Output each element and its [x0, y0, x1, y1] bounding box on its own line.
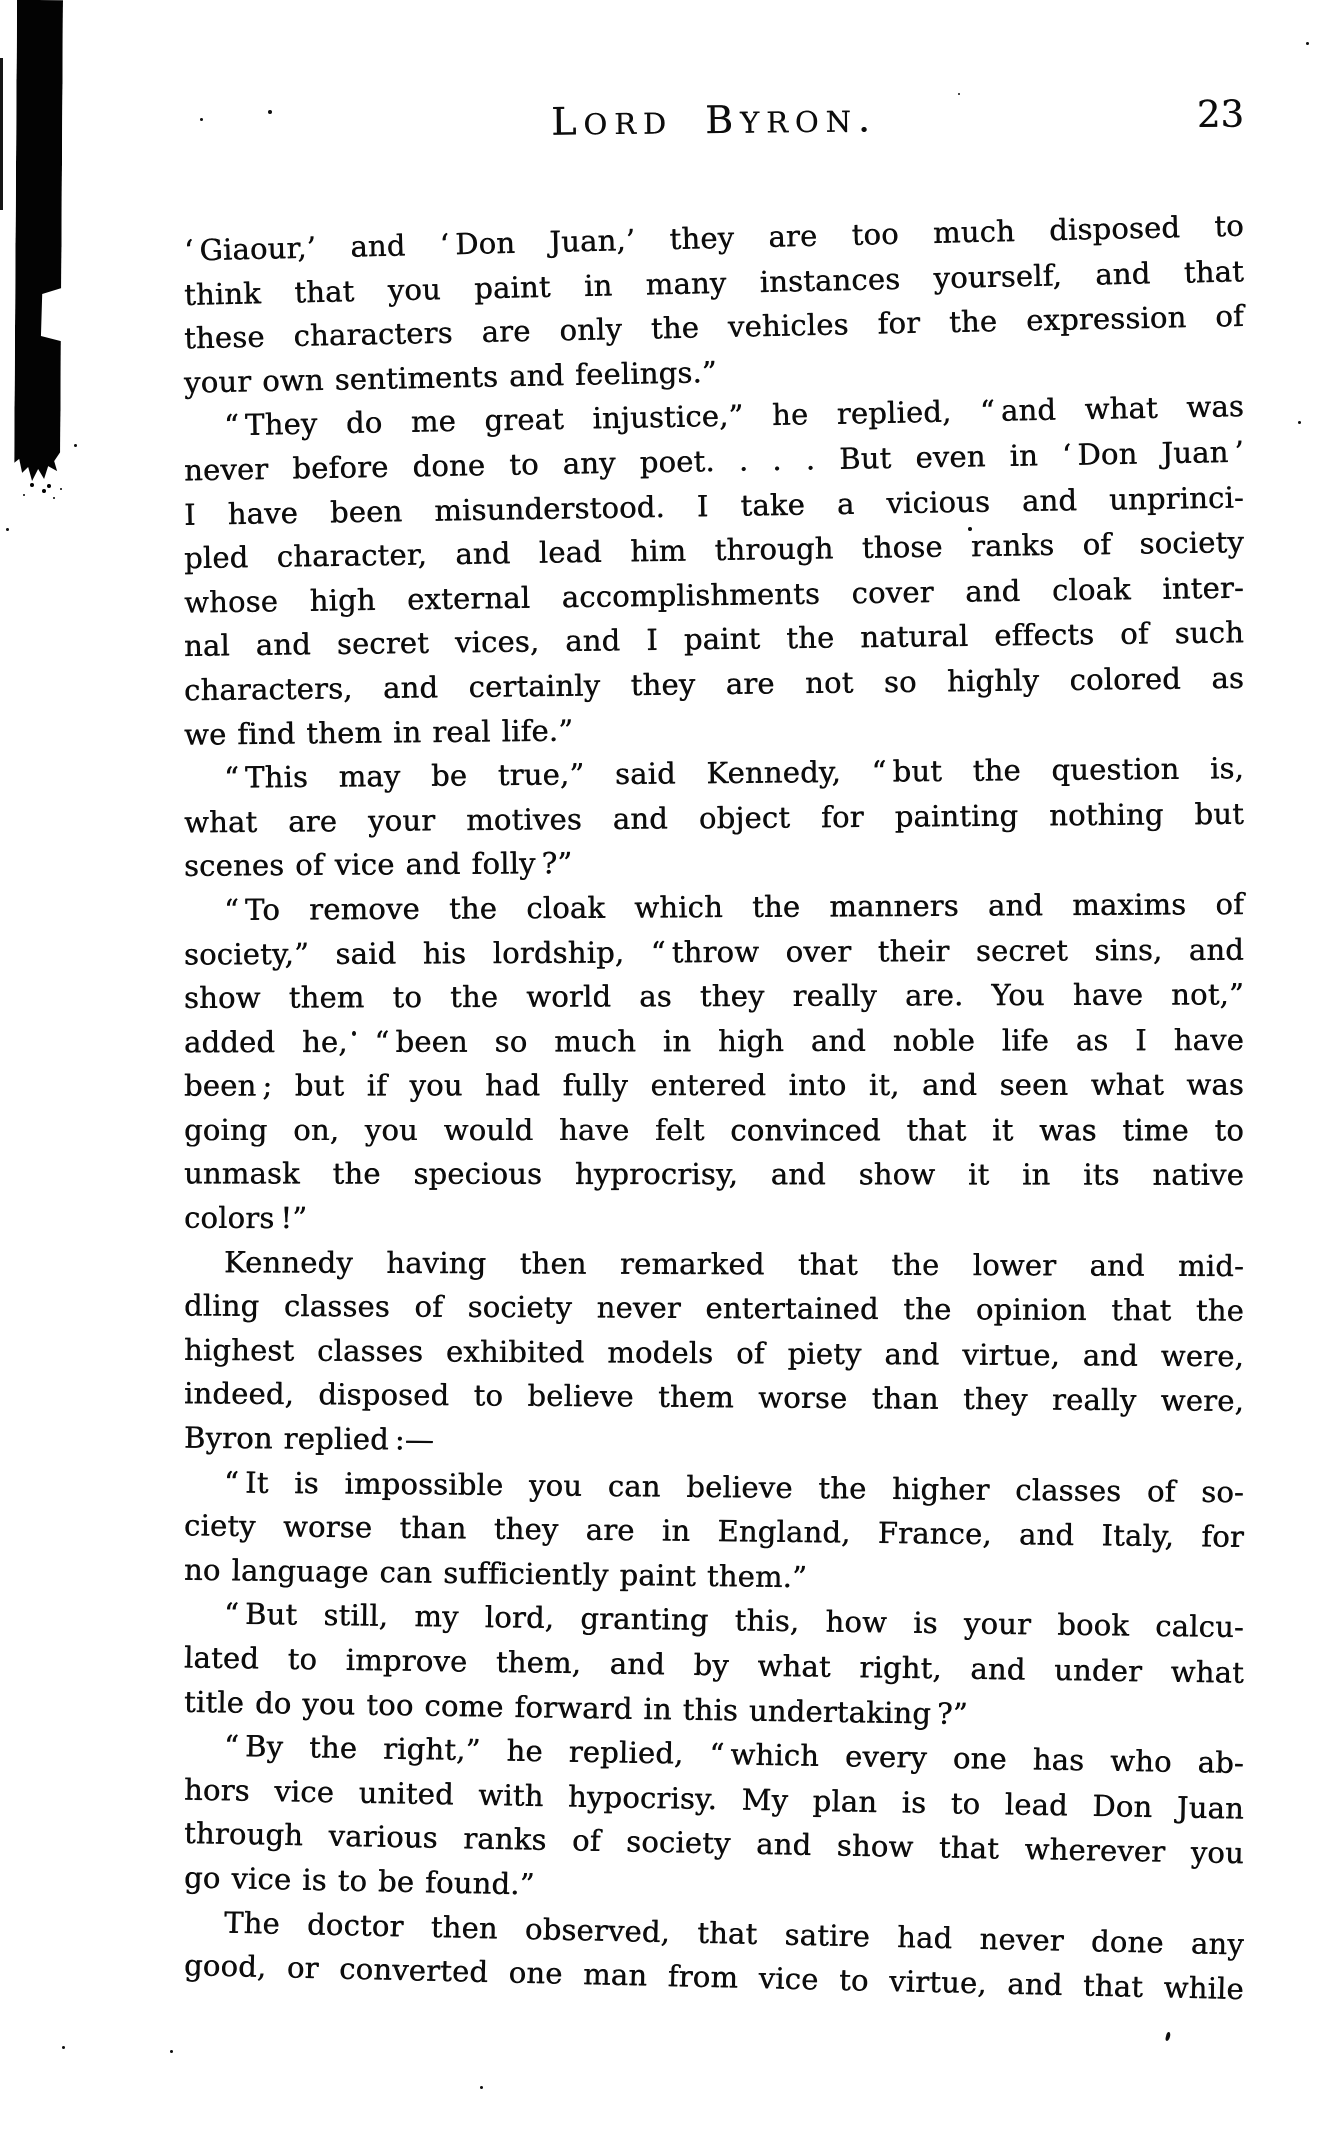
- paragraph: [183, 208, 1245, 400]
- ink-speck: [74, 444, 77, 447]
- text-line: lated to improve them, and by what right, and under what: [183, 1640, 1245, 1690]
- text-line: nal and secret vices, and I paint the natural effects of such: [183, 615, 1245, 664]
- binding-shadow-bar: [14, 0, 63, 484]
- text-line: “ It is impossible you can believe the higher classes of so-: [223, 1464, 1245, 1509]
- text-line: dling classes of society never entertained the opinion that the: [183, 1288, 1245, 1328]
- text-line: think that you paint in many instances yourself, and that: [183, 253, 1245, 312]
- page-edge-mark: [0, 58, 3, 210]
- text-line: no language can sufficiently paint them.”: [183, 1552, 808, 1594]
- ink-speck: [170, 2050, 173, 2053]
- text-line: whose high external accomplishments cover and cloak inter-: [183, 570, 1245, 620]
- ink-speck: [62, 2046, 65, 2049]
- text-line: pled character, and lead him through those ranks of society: [183, 525, 1245, 576]
- text-line: highest classes exhibited models of piety and virtue, and were,: [183, 1332, 1245, 1374]
- text-line: ‘ Giaour,’ and ‘ Don Juan,’ they are too much disposed to: [183, 208, 1245, 268]
- text-line: scenes of vice and folly ?”: [183, 846, 573, 884]
- binding-shadow-crumbs: [30, 483, 34, 487]
- text-line: we find them in real life.”: [183, 713, 574, 752]
- text-line: never before done to any poet. . . . But even in ‘ Don Juan ’: [183, 434, 1245, 488]
- ink-speck: [1298, 421, 1301, 424]
- paragraph: [183, 389, 1245, 752]
- paragraph: [184, 751, 1244, 885]
- text-line: added he, “ been so much in high and noble life as I have: [183, 1022, 1245, 1059]
- text-line: “ To remove the cloak which the manners and maxims of: [223, 886, 1245, 927]
- text-line: “ This may be true,” said Kennedy, “ but the question is,: [223, 751, 1245, 795]
- text-line: “ But still, my lord, granting this, how is your book calcu-: [223, 1596, 1245, 1645]
- text-line: these characters are only the vehicles for the expression of: [183, 298, 1245, 356]
- text-line: ciety worse than they are in England, France, and Italy, for: [183, 1508, 1245, 1554]
- paragraph: [184, 1598, 1244, 1732]
- ink-speck: [1306, 42, 1309, 45]
- text-line: The doctor then observed, that satire had never done any: [223, 1905, 1245, 1961]
- text-line: colors !”: [183, 1200, 308, 1236]
- paragraph: [184, 1242, 1244, 1465]
- page-number: 23: [1196, 92, 1245, 136]
- paragraph: [184, 885, 1244, 1242]
- text-line: Kennedy having then remarked that the lower and mid-: [223, 1244, 1245, 1283]
- text-line: society,” said his lordship, “ throw over their secret sins, and: [183, 932, 1245, 971]
- text-line: show them to the world as they really are. You have not,”: [183, 977, 1245, 1015]
- text-line: “ They do me great injustice,” he replied, “ and what was: [223, 389, 1245, 443]
- text-line: “ By the right,” he replied, “ which every one has who ab-: [223, 1728, 1245, 1781]
- text-line: title do you too come forward in this undertaking ?”: [183, 1684, 969, 1731]
- text-line: Byron replied :—: [183, 1420, 435, 1457]
- text-line: what are your motives and object for painting nothing but: [183, 796, 1245, 840]
- text-line: indeed, disposed to believe them worse than they really were,: [183, 1376, 1245, 1419]
- body-text: [183, 208, 1245, 2007]
- page-header: [184, 90, 1244, 149]
- text-line: hors vice united with hypocrisy. My plan is to lead Don Juan: [183, 1772, 1245, 1826]
- paragraph: [183, 1728, 1245, 1910]
- text-line: I have been misunderstood. I take a vicious and unprinci-: [183, 479, 1245, 532]
- text-line: going on, you would have felt convinced that it was time to: [183, 1112, 1245, 1147]
- ink-speck: [480, 2086, 483, 2089]
- text-line: been ; but if you had fully entered into it, and seen what was: [183, 1067, 1245, 1103]
- text-line: go vice is to be found.”: [183, 1860, 536, 1902]
- ink-speck: [6, 528, 9, 531]
- ink-speck: [1165, 2032, 1171, 2042]
- paragraph: [184, 1465, 1244, 1599]
- paragraph: [183, 1905, 1245, 2007]
- text-line: your own sentiments and feelings.”: [183, 354, 718, 400]
- text-line: unmask the specious hyprocrisy, and show it in its native: [183, 1156, 1245, 1193]
- running-title: LORD BYRON.: [550, 96, 878, 144]
- text-line: through various ranks of society and show that wherever you: [183, 1816, 1245, 1871]
- text-line: good, or converted one man from vice to virtue, and that while: [183, 1948, 1245, 2007]
- text-line: characters, and certainly they are not so highly colored as: [183, 660, 1245, 708]
